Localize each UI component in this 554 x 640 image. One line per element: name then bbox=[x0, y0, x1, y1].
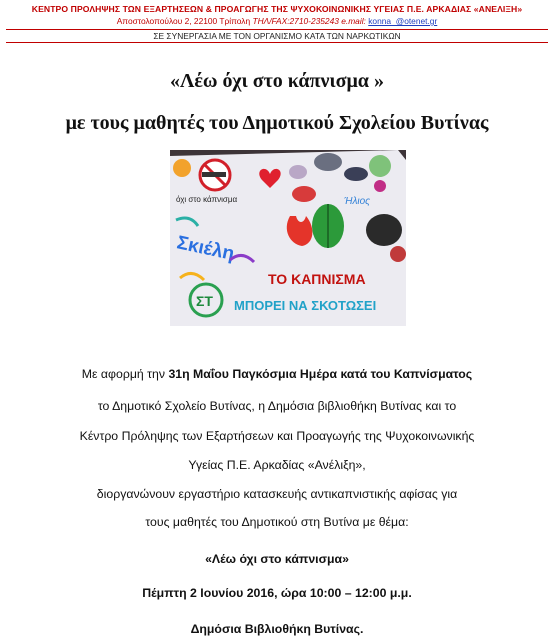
smoke-puff-icon bbox=[289, 165, 307, 179]
event-datetime: Πέμπτη 2 Ιουνίου 2016, ώρα 10:00 – 12:00 μ.μ. bbox=[142, 586, 412, 600]
poster-text-6: ΣΤ bbox=[196, 293, 213, 309]
body-line-3: Κέντρο Πρόληψης των Εξαρτήσεων και Προαγωγής της Ψυχοκοινωνικής bbox=[79, 429, 475, 443]
green-badge-icon bbox=[369, 155, 391, 177]
dark-tree-icon bbox=[366, 214, 402, 246]
poster-text-4: ΤΟ ΚΑΠΝΙΣΜΑ bbox=[268, 271, 366, 287]
poster-photo bbox=[170, 150, 406, 326]
event-subtitle: με τους μαθητές του Δημοτικού Σχολείου Βυτίνας bbox=[65, 112, 489, 134]
body-line-2: το Δημοτικό Σχολείο Βυτίνας, η Δημόσια βιβλιοθήκη Βυτίνας και το bbox=[97, 399, 457, 413]
poster-text-5: ΜΠΟΡΕΙ ΝΑ ΣΚΟΤΩΣΕΙ bbox=[234, 298, 377, 313]
email-link[interactable]: konna_@otenet.gr bbox=[368, 16, 438, 26]
event-venue: Δημόσια Βιβλιοθήκη Βυτίνας. bbox=[190, 622, 364, 636]
email-label: e.mail: bbox=[341, 16, 366, 26]
dark-cloud-icon bbox=[344, 167, 368, 181]
header-divider-bottom bbox=[6, 42, 548, 43]
event-title: «Λέω όχι στο κάπνισμα » bbox=[170, 70, 384, 92]
flower-icon bbox=[173, 159, 191, 177]
header-divider-top bbox=[6, 29, 548, 30]
phone-fax: ΤΗΛ/FAX:2710-235243 bbox=[252, 16, 339, 26]
body-line-5: διοργανώνουν εργαστήριο κατασκευής αντικαπνιστικής αφίσας για bbox=[96, 487, 458, 501]
body-line-4: Υγείας Π.Ε. Αρκαδίας «Ανέλιξη», bbox=[188, 458, 366, 472]
smoke-cloud-icon bbox=[314, 153, 342, 171]
contact-line bbox=[0, 16, 554, 26]
partnership-line: ΣΕ ΣΥΝΕΡΓΑΣΙΑ ΜΕ ΤΟΝ ΟΡΓΑΝΙΣΜΟ ΚΑΤΑ ΤΩΝ ΝΑΡΚΩΤΙΚΩΝ bbox=[153, 31, 401, 41]
body-line-1-text: Με αφορμή την bbox=[81, 367, 169, 381]
body-line-1 bbox=[0, 367, 554, 381]
address: Αποστολοπούλου 2, 22100 Τρίπολη bbox=[116, 16, 251, 26]
body-line-6: τους μαθητές του Δημοτικού στη Βυτίνα με θέμα: bbox=[145, 515, 409, 529]
pink-dot-icon bbox=[374, 180, 386, 192]
red-apple-icon bbox=[390, 246, 406, 262]
poster-text-2: Ήλιος bbox=[344, 196, 371, 207]
organization-name: ΚΕΝΤΡΟ ΠΡΟΛΗΨΗΣ ΤΩΝ ΕΞΑΡΤΗΣΕΩΝ & ΠΡΟΑΓΩΓΗΣ ΤΗΣ ΨΥΧΟΚΟΙΝΩΝΙΚΗΣ ΥΓΕΙΑΣ Π.Ε. ΑΡΚΑΔΙΑΣ «ΑΝΕΛΙΞΗ» bbox=[31, 4, 523, 14]
poster-text-3: Σκιέλη bbox=[174, 232, 237, 265]
poster-drawing bbox=[170, 150, 406, 326]
poster-text-1: όχι στο κάπνισμα bbox=[176, 195, 238, 204]
cigarette-icon bbox=[202, 172, 226, 177]
world-no-tobacco-day: 31η Μαΐου Παγκόσμια Ημέρα κατά του Καπνίσματος bbox=[168, 367, 473, 381]
workshop-theme: «Λέω όχι στο κάπνισμα» bbox=[205, 552, 349, 566]
lips-icon bbox=[292, 186, 316, 202]
